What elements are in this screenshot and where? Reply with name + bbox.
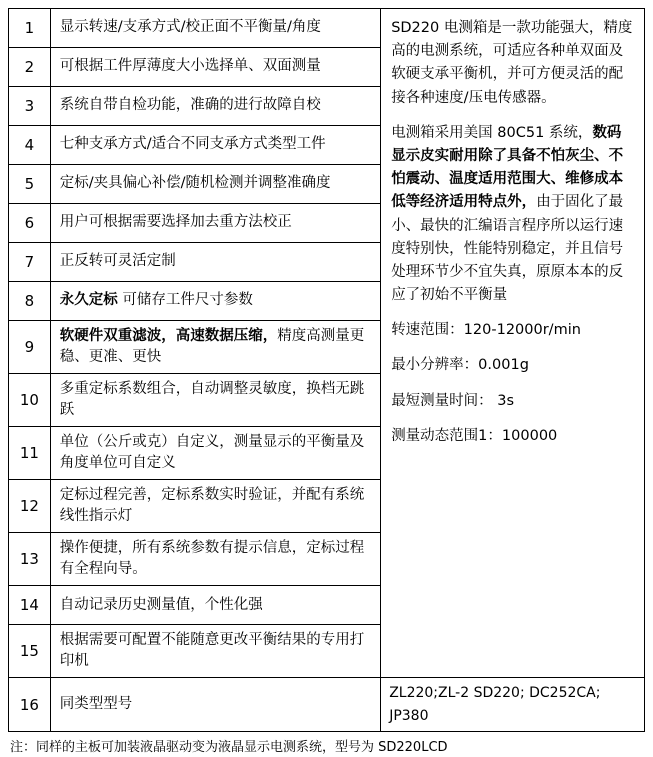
- description-paragraph-2: [391, 122, 634, 308]
- description-paragraph-1: [391, 17, 634, 110]
- row-text-cell: [50, 678, 380, 732]
- row-number: 10: [19, 391, 39, 410]
- spec-resolution: [391, 354, 634, 377]
- model-value: ZL220;ZL-2 SD220; DC252CA; JP380: [389, 685, 601, 724]
- spec-resolution-text: 最小分辨率：0.001g: [391, 357, 529, 374]
- spec-speed-range: [391, 319, 634, 342]
- row-text-bold: 软硬件双重滤波，高速数据压缩，: [59, 328, 278, 344]
- row-number: 11: [19, 444, 39, 463]
- row-number-cell: [9, 374, 51, 427]
- spec-measure-time-text: 最短测量时间： 3s: [391, 392, 515, 409]
- row-number-cell: [9, 533, 51, 586]
- desc-text-2a: 电测箱采用美国 80C51 系统，: [391, 124, 593, 141]
- table-row: [9, 678, 645, 732]
- row-text: 自动记录历史测量值，个性化强: [59, 596, 263, 613]
- spec-layout: [8, 8, 645, 732]
- row-text-cell: [50, 165, 380, 204]
- row-text-bold: 永久定标: [59, 292, 118, 309]
- description-panel: [381, 9, 645, 678]
- desc-text-1: SD220 电测箱是一款功能强大，精度高的电测系统，可适应各种单双面及软硬支承平衡机，并可方便灵活的配接各种速度/压电传感器。: [391, 20, 633, 106]
- row-text-cell: [50, 480, 380, 533]
- row-number: 15: [19, 642, 39, 661]
- row-text-cell: [50, 427, 380, 480]
- row-number-cell: [9, 243, 51, 282]
- row-number: 3: [24, 97, 35, 115]
- row-number: 7: [24, 253, 35, 271]
- row-number-cell: [9, 586, 51, 625]
- row-text: 操作便捷，所有系统参数有提示信息，定标过程有全程向导。: [59, 540, 365, 578]
- row-number-cell: [9, 87, 51, 126]
- row-text: 定标/夹具偏心补偿/随机检测并调整准确度: [59, 175, 331, 192]
- row-number-cell: [9, 625, 51, 678]
- row-number: 12: [19, 497, 39, 516]
- row-number: 6: [24, 214, 35, 232]
- row-text: 根据需要可配置不能随意更改平衡结果的专用打印机: [59, 632, 365, 670]
- spec-speed-range-text: 转速范围：120-12000r/min: [391, 322, 581, 339]
- row-text-cell: [50, 282, 380, 321]
- spec-measure-time: [391, 390, 634, 413]
- row-number: 14: [19, 596, 39, 615]
- table-row: [9, 9, 645, 48]
- row-text: 正反转可灵活定制: [59, 253, 176, 270]
- row-text: 可储存工件尺寸参数: [117, 292, 253, 309]
- row-text: 多重定标系数组合，自动调整灵敏度，换档无跳跃: [59, 381, 365, 419]
- row-text-cell: [50, 243, 380, 282]
- model-value-cell: [381, 678, 645, 732]
- row-text-cell: [50, 204, 380, 243]
- row-number: 4: [24, 136, 35, 154]
- row-number-cell: [9, 480, 51, 533]
- row-number-cell: [9, 48, 51, 87]
- row-number: 5: [24, 175, 35, 193]
- row-text: 精度高测量更稳、更准、更快: [59, 328, 365, 366]
- row-number-cell: [9, 678, 51, 732]
- row-number: 9: [24, 338, 35, 357]
- desc-text-2b: 数码显示皮实耐用除了具备不怕灰尘、不怕震动、温度适用范围大、维修成本低等经济适用特点外，: [391, 124, 624, 211]
- row-number: 2: [24, 58, 35, 76]
- spec-dynamic-range: [391, 425, 634, 448]
- row-number-cell: [9, 427, 51, 480]
- row-text: 七种支承方式/适合不同支承方式类型工件: [59, 136, 326, 153]
- row-number: 13: [19, 550, 39, 569]
- desc-text-2c: 由于固化了最小、最快的汇编语言程序所以运行速度特别快，性能特别稳定，并且信号处理环节少不宜失真，原原本本的反应了初始不平衡量: [391, 194, 624, 304]
- feature-table-body: [9, 9, 645, 732]
- row-text: 同类型型号: [59, 696, 133, 713]
- row-text-cell: [50, 625, 380, 678]
- row-text-cell: [50, 374, 380, 427]
- row-number: 8: [24, 292, 35, 310]
- row-number-cell: [9, 9, 51, 48]
- row-number: 16: [19, 695, 39, 714]
- row-text-cell: [50, 586, 380, 625]
- row-number: 1: [24, 19, 35, 37]
- row-text: 可根据工件厚薄度大小选择单、双面测量: [59, 58, 321, 75]
- row-text-cell: [50, 87, 380, 126]
- row-number-cell: [9, 321, 51, 374]
- row-text: 用户可根据需要选择加去重方法校正: [59, 214, 292, 231]
- feature-table: [8, 8, 645, 732]
- row-text: 显示转速/支承方式/校正面不平衡量/角度: [59, 19, 321, 36]
- row-text-cell: [50, 48, 380, 87]
- row-text: 系统自带自检功能，准确的进行故障自校: [59, 97, 321, 114]
- row-number-cell: [9, 126, 51, 165]
- footnote: 注：同样的主板可加装液晶驱动变为液晶显示电测系统，型号为 SD220LCD: [10, 739, 448, 755]
- row-text: 定标过程完善，定标系数实时验证，并配有系统线性指示灯: [59, 487, 365, 525]
- spec-dynamic-range-text: 测量动态范围1：100000: [391, 427, 558, 444]
- row-number-cell: [9, 282, 51, 321]
- row-text-cell: [50, 533, 380, 586]
- row-text-cell: [50, 9, 380, 48]
- row-text-cell: [50, 321, 380, 374]
- row-number-cell: [9, 204, 51, 243]
- row-number-cell: [9, 165, 51, 204]
- row-text-cell: [50, 126, 380, 165]
- row-text: 单位（公斤或克）自定义，测量显示的平衡量及角度单位可自定义: [59, 434, 365, 472]
